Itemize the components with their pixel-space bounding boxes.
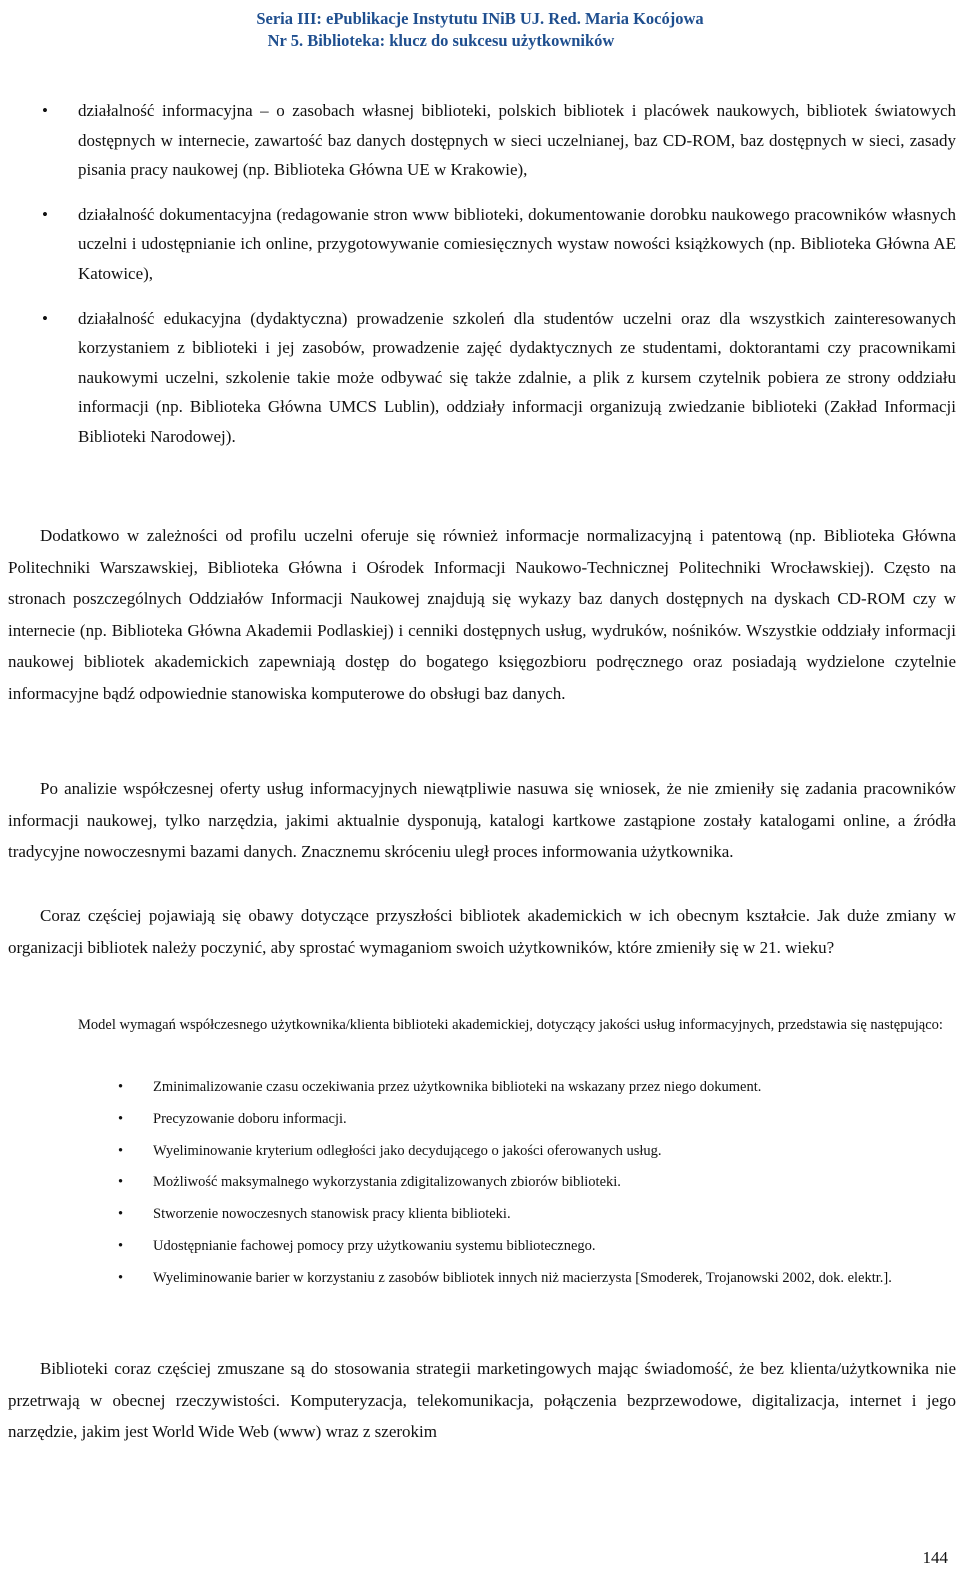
series-header xyxy=(0,8,960,52)
list-item xyxy=(0,1072,960,1104)
body-paragraph: Coraz częściej pojawiają się obawy dotyczące przyszłości bibliotek akademickich w ich obecnym kształcie. Jak duże zmiany w organizacji bibliotek należy poczynić, aby sprostać wymaganiom swoich użytkowników, które zmieniły się w 21. wieku? xyxy=(8,906,956,957)
page-number: 144 xyxy=(922,1548,948,1567)
list-item-text: działalność dokumentacyjna (redagowanie stron www biblioteki, dokumentowanie dorobku naukowego pracowników własnych uczelni i udostępnianie ich online, przygotowywanie comiesięcznych wystaw nowości książkowych (np. Biblioteka Główna AE Katowice), xyxy=(78,204,956,283)
list-item-text: Precyzowanie doboru informacji. xyxy=(153,1110,347,1127)
body-paragraph: Biblioteki coraz częściej zmuszane są do stosowania strategii marketingowych mając świadomość, że bez klienta/użytkownika nie przetrwają w obecnej rzeczywistości. Komputeryzacja, telekomunikacja, połączenia bezprzewodowe, digitalizacja, internet i jego narzędzie, jakim jest World Wide Web (www) wraz z szerokim xyxy=(8,1359,956,1442)
list-item xyxy=(0,1199,960,1231)
bullet: • xyxy=(118,1206,124,1223)
bullet: • xyxy=(42,101,48,120)
list-item-text: Wyeliminowanie kryterium odległości jako decydującego o jakości oferowanych usług. xyxy=(153,1142,662,1159)
bullet: • xyxy=(42,308,48,328)
list-item xyxy=(0,1231,960,1263)
body-paragraph: Po analizie współczesnej oferty usług informacyjnych niewątpliwie nasuwa się wniosek, że nie zmieniły się zadania pracowników informacji naukowej, tylko narzędzia, jakimi aktualnie dysponują, katalogi kartkowe zastąpione zostały katalogami online, a źródła tradycyjne nowoczesnymi bazami danych. Znacznemu skróceniu uległ proces informowania użytkownika. xyxy=(8,779,956,862)
list-item-text: Udostępnianie fachowej pomocy przy użytkowaniu systemu bibliotecznego. xyxy=(153,1237,596,1254)
list-item xyxy=(0,1104,960,1136)
bullet: • xyxy=(118,1110,124,1127)
list-item-text: Możliwość maksymalnego wykorzystania zdigitalizowanych zbiorów biblioteki. xyxy=(153,1174,621,1191)
bullet: • xyxy=(118,1174,124,1191)
list-item xyxy=(0,1167,960,1199)
list-item xyxy=(0,1136,960,1168)
bullet: • xyxy=(118,1237,124,1254)
volume-title: Nr 5. Biblioteka: klucz do sukcesu użytkowników xyxy=(267,31,615,50)
list-item-text: działalność edukacyjna (dydaktyczna) prowadzenie szkoleń dla studentów uczelni oraz dla wszystkich zainteresowanych korzystaniem z biblioteki i jej zasobów, prowadzenie zajęć dydaktycznych ze studentami, doktorantami czy pracownikami naukowymi uczelni, szkolenie takie może odbywać się także zdalnie, a plik z kursem czytelnik pobiera ze strony oddziału informacji (np. Biblioteka Główna UMCS Lublin), oddziały informacji organizują zwiedzanie biblioteki (Zakład Informacji Biblioteki Narodowej). xyxy=(78,308,956,446)
services-list xyxy=(0,96,960,467)
body-paragraph: Dodatkowo w zależności od profilu uczelni oferuje się również informacje normalizacyjną i patentową (np. Biblioteka Główna Politechniki Warszawskiej, Biblioteka Główna i Ośrodek Informacji Naukowo-Technicznej Politechniki Wrocławskiej). Często na stronach poszczególnych Oddziałów Informacji Naukowej znajdują się wykazy baz danych dostępnych na dyskach CD-ROM czy w internecie (np. Biblioteka Główna Akademii Podlaskiej) i cenniki dostępnych usług, wydruków, nośników. Wszystkie oddziały informacji naukowej bibliotek akademickich zapewniają dostęp do bogatego księgozbioru podręcznego oraz posiadają wydzielone czytelnie informacyjne bądź odpowiednie stanowiska komputerowe do obsługi baz danych. xyxy=(8,526,956,703)
model-intro: Model wymagań współczesnego użytkownika/klienta biblioteki akademickiej, dotyczący jakości usług informacyjnych, przedstawia się następująco: xyxy=(78,1017,943,1033)
list-item xyxy=(0,304,960,452)
list-item-text: działalność informacyjna – o zasobach własnej biblioteki, polskich bibliotek i placówek naukowych, bibliotek światowych dostępnych w internecie, zawartość baz danych dostępnych w sieci uczelnianej, baz CD-ROM, baz dostępnych w sieci, zasady pisania pracy naukowej (np. Biblioteka Główna UE w Krakowie), xyxy=(78,101,956,180)
list-item xyxy=(0,200,960,289)
list-item xyxy=(0,96,960,185)
list-item-text: Wyeliminowanie barier w korzystaniu z zasobów bibliotek innych niż macierzysta [Smoderek, Trojanowski 2002, dok. elektr.]. xyxy=(153,1269,892,1286)
series-title: Seria III: ePublikacje Instytutu INiB UJ. Red. Maria Kocójowa xyxy=(256,9,704,28)
bullet: • xyxy=(118,1079,124,1095)
bullet: • xyxy=(118,1142,124,1159)
list-item xyxy=(0,1263,960,1295)
bullet: • xyxy=(118,1269,124,1286)
list-item-text: Stworzenie nowoczesnych stanowisk pracy klienta biblioteki. xyxy=(153,1206,511,1223)
bullet: • xyxy=(42,204,48,224)
list-item-text: Zminimalizowanie czasu oczekiwania przez użytkownika biblioteki na wskazany przez niego dokument. xyxy=(153,1079,762,1095)
requirements-list xyxy=(0,1072,960,1295)
